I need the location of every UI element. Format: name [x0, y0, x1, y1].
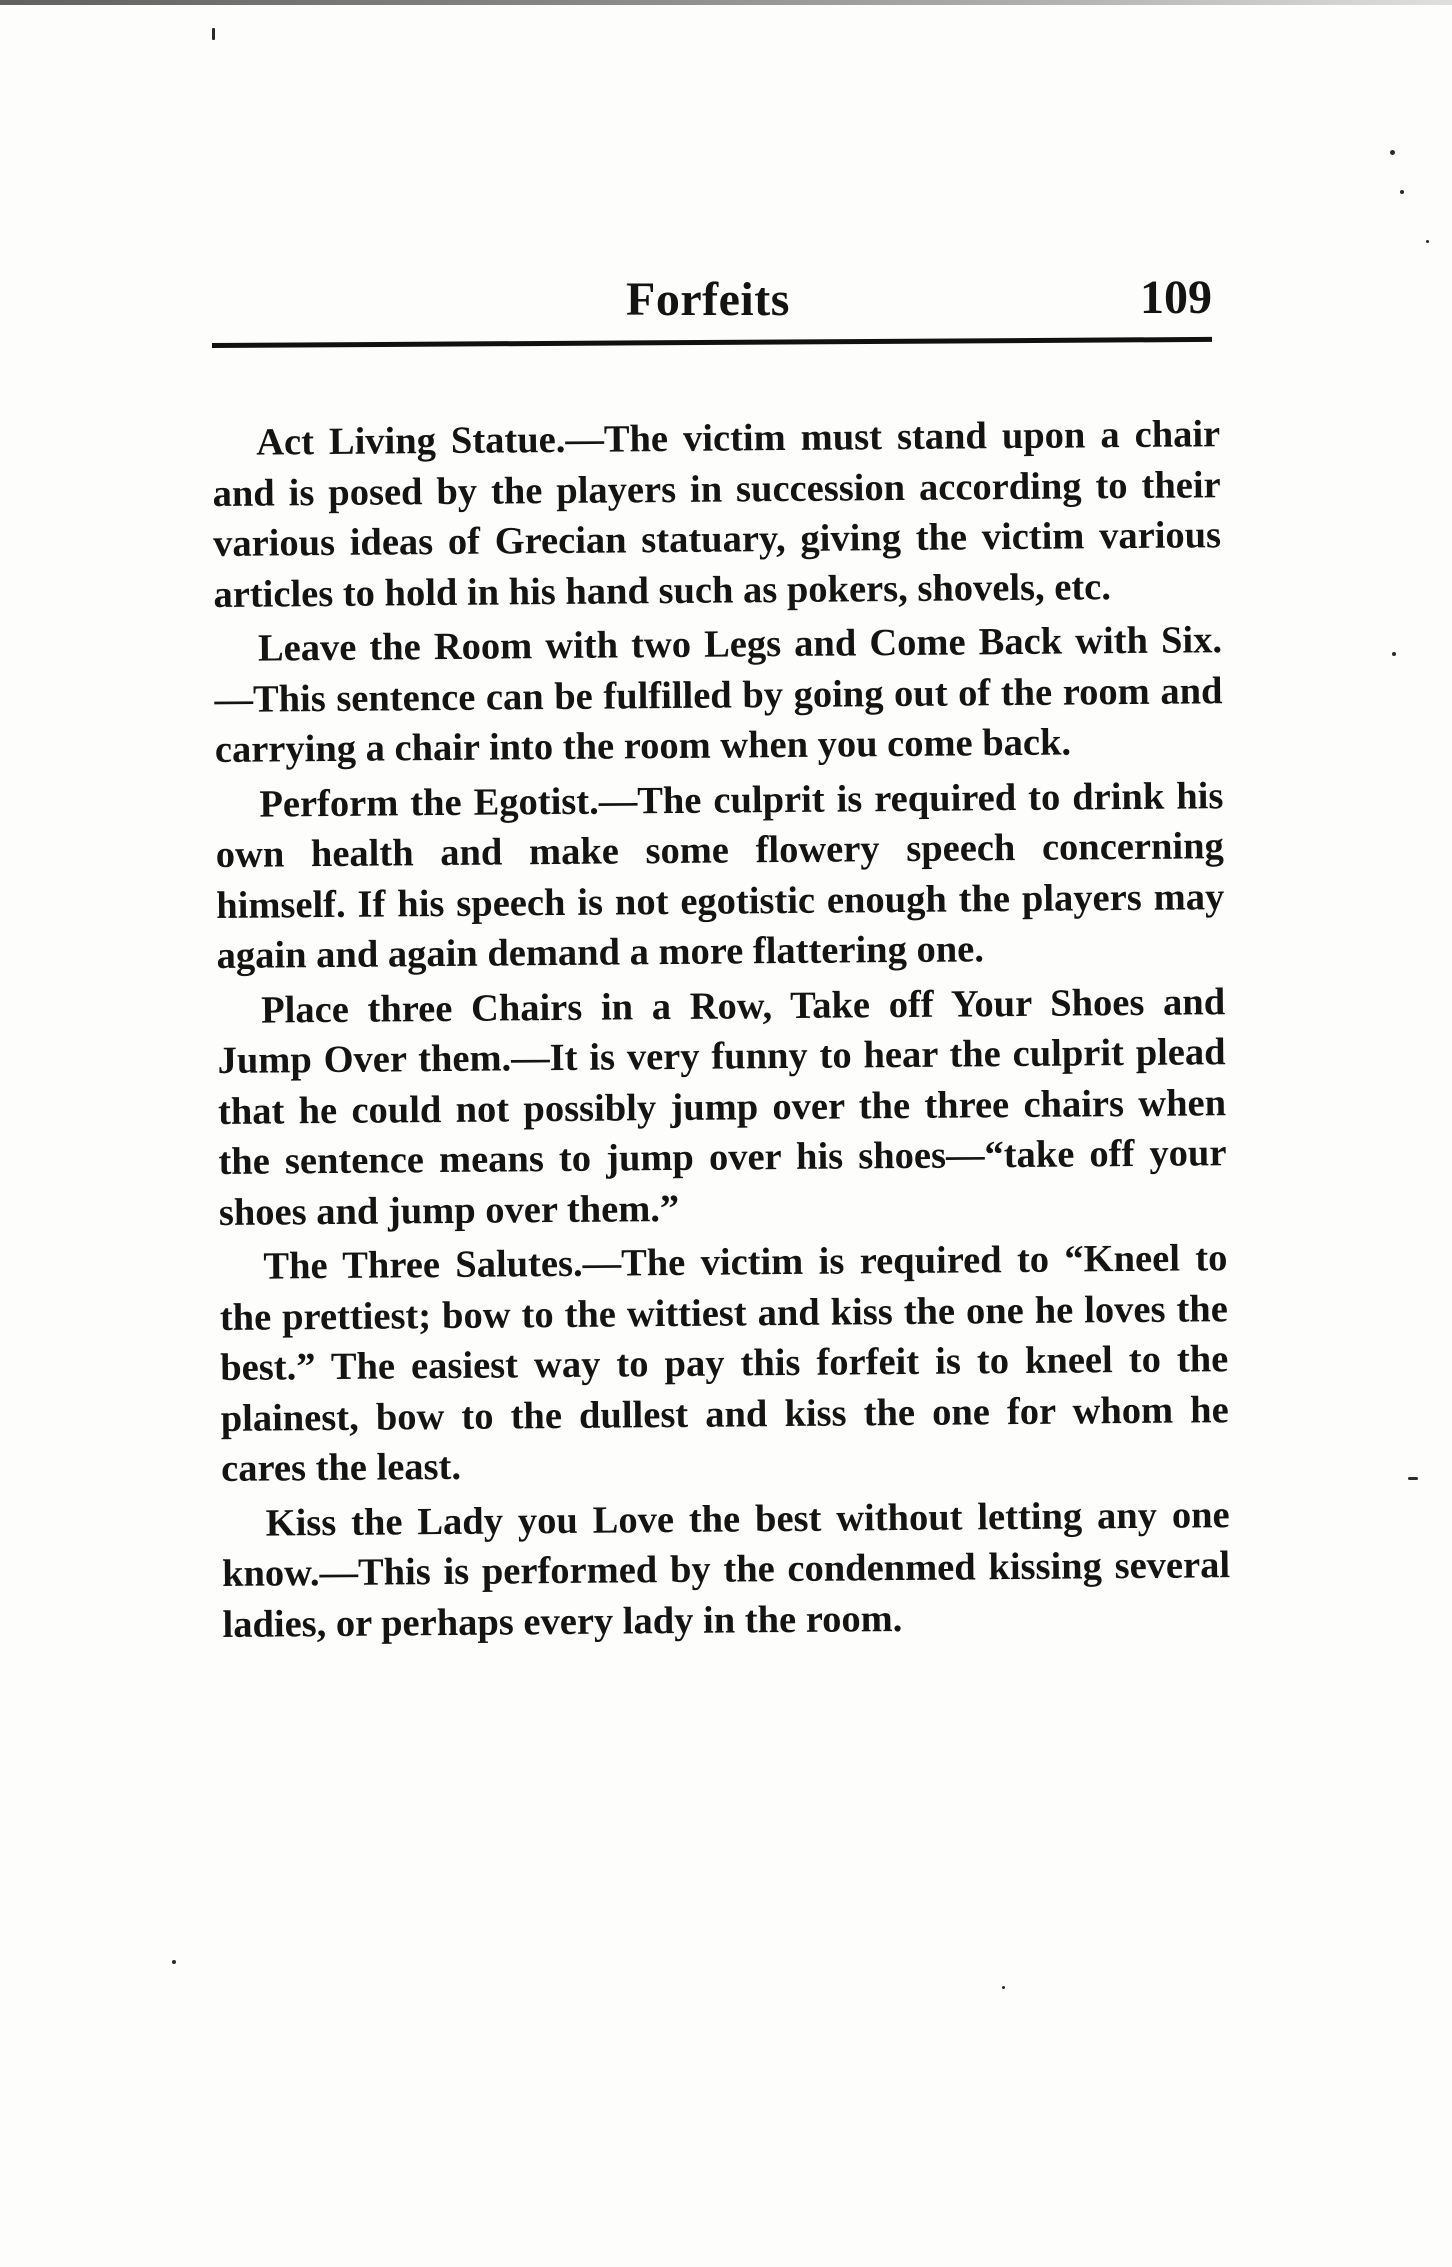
forfeit-title: Kiss the Lady you Love the best without letting any one know.—: [221, 1493, 1230, 1595]
forfeit-description: This sentence can be fulfilled by going out of the room and carrying a chair into the room when you come back.: [214, 669, 1223, 771]
forfeit-title: Perform the Egotist.—: [259, 779, 638, 826]
running-title: Forfeits: [626, 273, 790, 326]
page-body: [212, 409, 1231, 1654]
page-header: [212, 272, 1212, 342]
forfeit-description: The victim is required to “Kneel to the prettiest; bow to the wittiest and kiss the one he loves the best.” The easiest way to pay this forfeit is to kneel to the plainest, bow to the dullest and kiss the one for whom he cares the least.: [219, 1237, 1229, 1490]
forfeit-title: Leave the Room with two Legs and Come Back with Six.—: [214, 619, 1223, 721]
forfeit-description: The victim must stand upon a chair and is posed by the players in succession according to their various ideas of Grecian statuary, giving the victim various articles to hold in his hand such as pokers, shovels, etc.: [212, 413, 1222, 616]
forfeit-title: Place three Chairs in a Row, Take off Your Shoes and Jump Over them.—: [217, 980, 1226, 1082]
scan-speck: [1002, 1986, 1005, 1989]
scan-speck: [1400, 190, 1404, 194]
forfeit-description: The culprit is required to drink his own health and make some flowery speech concerning himself. If his speech is not egotistic enough the players may again and again demand a more flattering one.: [215, 774, 1225, 977]
forfeit-title: The Three Salutes.—: [263, 1242, 622, 1288]
forfeit-entry: [215, 771, 1225, 982]
scan-speck: [212, 28, 215, 40]
forfeit-entry: [221, 1490, 1230, 1650]
scan-speck: [1392, 652, 1396, 656]
scanned-page-edge: [0, 0, 1452, 5]
forfeit-entry: [219, 1233, 1229, 1494]
page-number: 109: [1140, 271, 1212, 324]
forfeit-description: It is very funny to hear the culprit plead that he could not possibly jump over the three chairs when the sentence means to jump over his shoes—“take off your shoes and jump over them.”: [217, 1031, 1227, 1234]
scan-speck: [1408, 1477, 1418, 1480]
forfeit-title: Act Living Statue.—: [256, 418, 605, 464]
forfeit-entry: [212, 409, 1222, 620]
forfeit-entry: [217, 977, 1227, 1238]
forfeit-description: This is performed by the condenmed kissing several ladies, or perhaps every lady in the room.: [222, 1544, 1231, 1646]
scan-speck: [1390, 150, 1395, 155]
forfeit-entry: [214, 615, 1223, 775]
scan-speck: [1426, 240, 1429, 243]
scan-speck: [172, 1960, 176, 1964]
